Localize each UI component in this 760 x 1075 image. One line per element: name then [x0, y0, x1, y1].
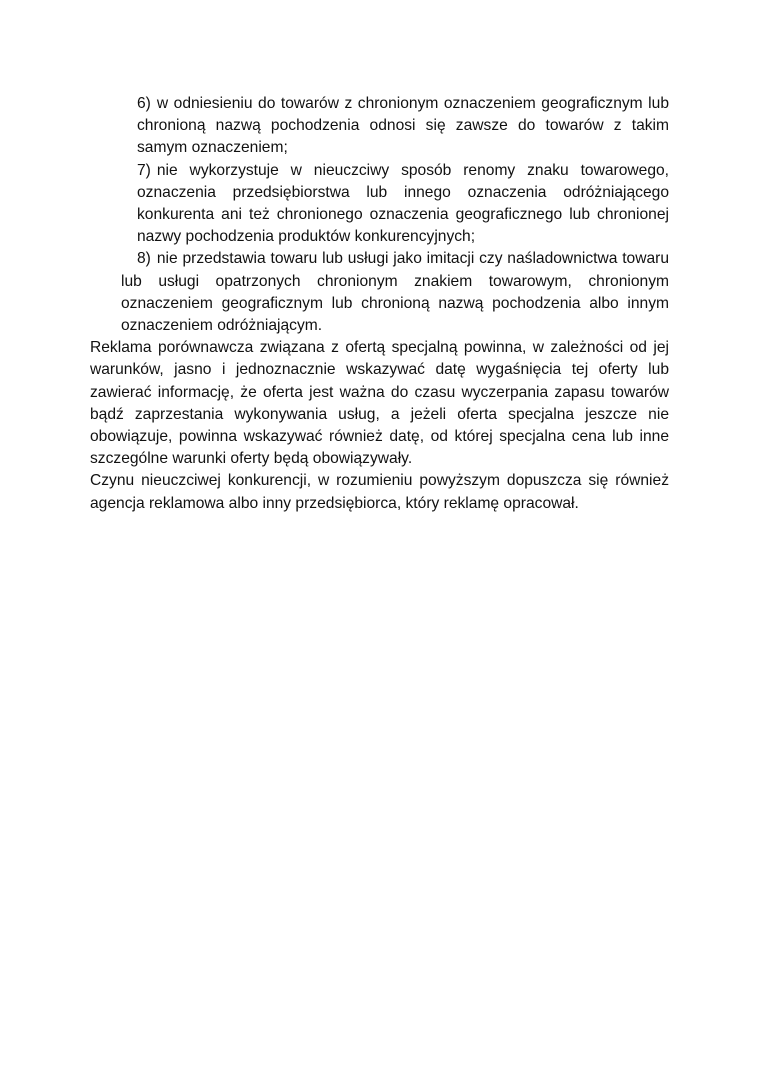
- list-item-7: [90, 160, 669, 249]
- list-item-number: 6): [137, 95, 151, 112]
- list-item-text: nie wykorzystuje w nieuczciwy sposób renomy znaku towarowego, oznaczenia przedsiębiorstwa lub innego oznaczenia odróżniającego konkurenta ani też chronionego oznaczenia geograficznego lub chronionej nazwy pochodzenia produktów konkurencyjnych;: [137, 161, 669, 246]
- list-item-text: w odniesieniu do towarów z chronionym oznaczeniem geograficznym lub chronioną nazwą pochodzenia odnosi się zawsze do towarów z takim samym oznaczeniem;: [137, 95, 669, 157]
- list-item-8: [90, 248, 669, 337]
- paragraph-advertising-agency: Czynu nieuczciwej konkurencji, w rozumieniu powyższym dopuszcza się również agencja reklamowa albo inny przedsiębiorca, który reklamę opracował.: [90, 472, 669, 512]
- list-item-number: 8): [137, 250, 151, 268]
- document-body: [90, 93, 669, 515]
- paragraph-special-offer: Reklama porównawcza związana z ofertą specjalną powinna, w zależności od jej warunków, jasno i jednoznacznie wskazywać datę wygaśnięcia tej oferty lub zawierać informację, że oferta jest ważna do czasu wyczerpania zapasu towarów bądź zaprzestania wykonywania usług, a jeżeli oferta specjalna jeszcze nie obowiązuje, powinna wskazywać również datę, od której specjalna cena lub inne szczególne warunki oferty będą obowiązywały.: [90, 339, 669, 468]
- list-item-number: 7): [137, 161, 151, 179]
- list-item-text: nie przedstawia towaru lub usługi jako imitacji czy naśladownictwa towaru lub usługi opatrzonych chronionym znakiem towarowym, chronionym oznaczeniem geograficznym lub chronioną nazwą pochodzenia albo innym oznaczeniem odróżniającym.: [121, 250, 669, 335]
- list-item-6: [90, 93, 669, 160]
